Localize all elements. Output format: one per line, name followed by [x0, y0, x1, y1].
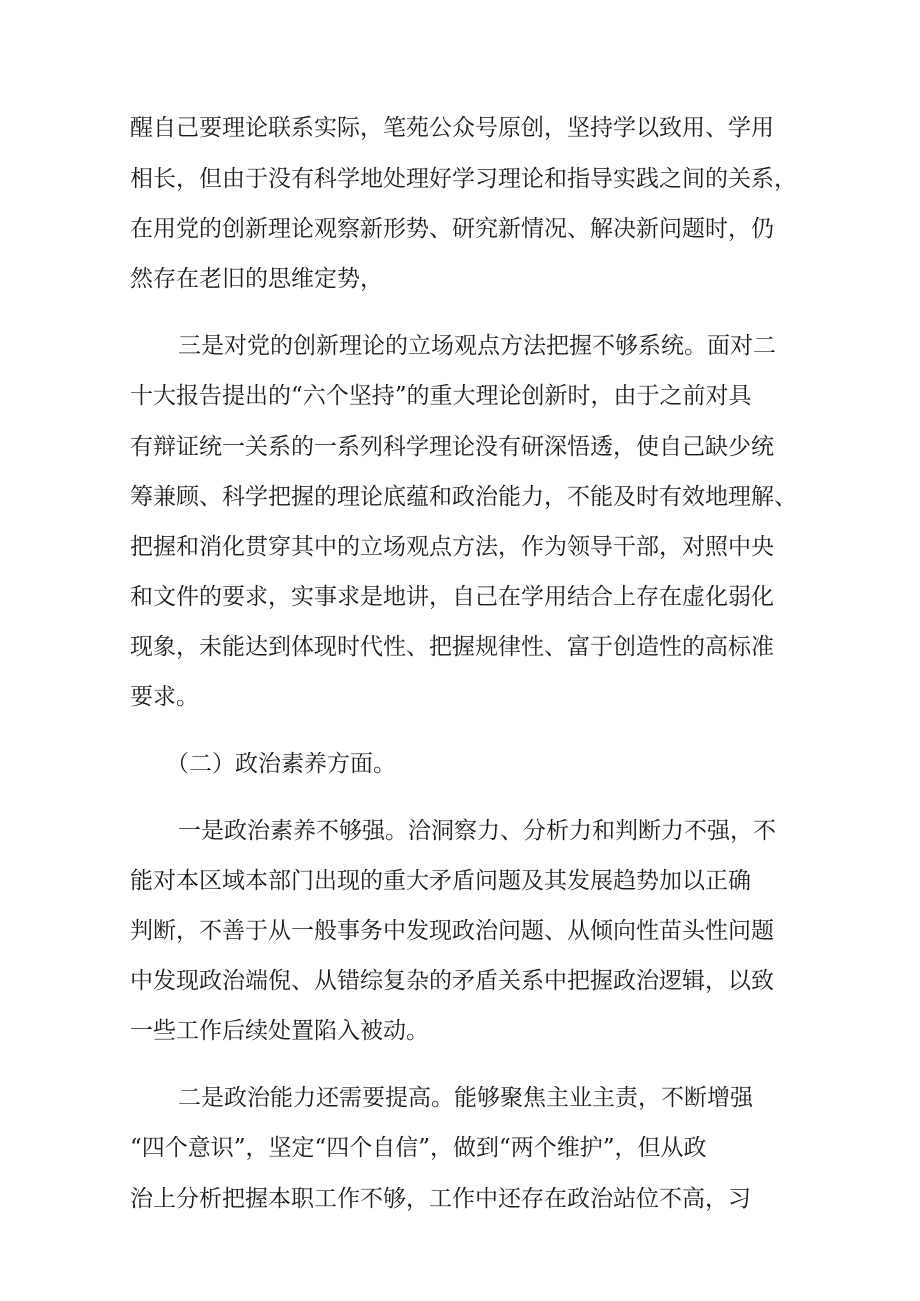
paragraph-1-line-2: 相长，但由于没有科学地处理好学习理论和指导实践之间的关系， [130, 166, 797, 192]
paragraph-2-line-8: 要求。 [130, 684, 199, 710]
paragraph-3-line-2: 能对本区域本部门出现的重大矛盾问题及其发展趋势加以正确 [130, 868, 751, 894]
paragraph-2-line-7: 现象，未能达到体现时代性、把握规律性、富于创造性的高标准 [130, 634, 774, 660]
paragraph-2-line-5: 把握和消化贯穿其中的立场观点方法，作为领导干部，对照中央 [130, 534, 774, 560]
paragraph-4-line-3: 治上分析把握本职工作不够，工作中还存在政治站位不高，习 [130, 1186, 751, 1212]
paragraph-3-line-1: 一是政治素养不够强。洽洞察力、分析力和判断力不强，不 [178, 818, 776, 844]
paragraph-3-line-3: 判断，不善于从一般事务中发现政治问题、从倾向性苗头性问题 [130, 918, 774, 944]
section-heading: （二）政治素养方面。 [166, 751, 396, 777]
paragraph-3-line-4: 中发现政治端倪、从错综复杂的矛盾关系中把握政治逻辑，以致 [130, 968, 774, 994]
paragraph-2-line-3: 有辩证统一关系的一系列科学理论没有研深悟透，使自己缺少统 [130, 434, 774, 460]
paragraph-4-line-1: 二是政治能力还需要提高。能够聚焦主业主责，不断增强 [178, 1085, 753, 1111]
paragraph-2-line-4: 筹兼顾、科学把握的理论底蕴和政治能力，不能及时有效地理解、 [130, 484, 797, 510]
paragraph-2-line-2: 十大报告提出的“六个坚持”的重大理论创新时，由于之前对具 [130, 383, 752, 409]
paragraph-4-line-2: “四个意识”，坚定“四个自信”，做到“两个维护”，但从政 [130, 1135, 707, 1161]
paragraph-1-line-1: 醒自己要理论联系实际，笔苑公众号原创，坚持学以致用、学用 [130, 115, 774, 141]
paragraph-2-line-1: 三是对党的创新理论的立场观点方法把握不够系统。面对二 [178, 333, 776, 359]
paragraph-1-line-4: 然存在老旧的思维定势， [130, 266, 383, 292]
paragraph-1-line-3: 在用党的创新理论观察新形势、研究新情况、解决新问题时，仍 [130, 216, 774, 242]
paragraph-3-line-5: 一些工作后续处置陷入被动。 [130, 1018, 429, 1044]
paragraph-2-line-6: 和文件的要求，实事求是地讲，自己在学用结合上存在虚化弱化 [130, 584, 774, 610]
